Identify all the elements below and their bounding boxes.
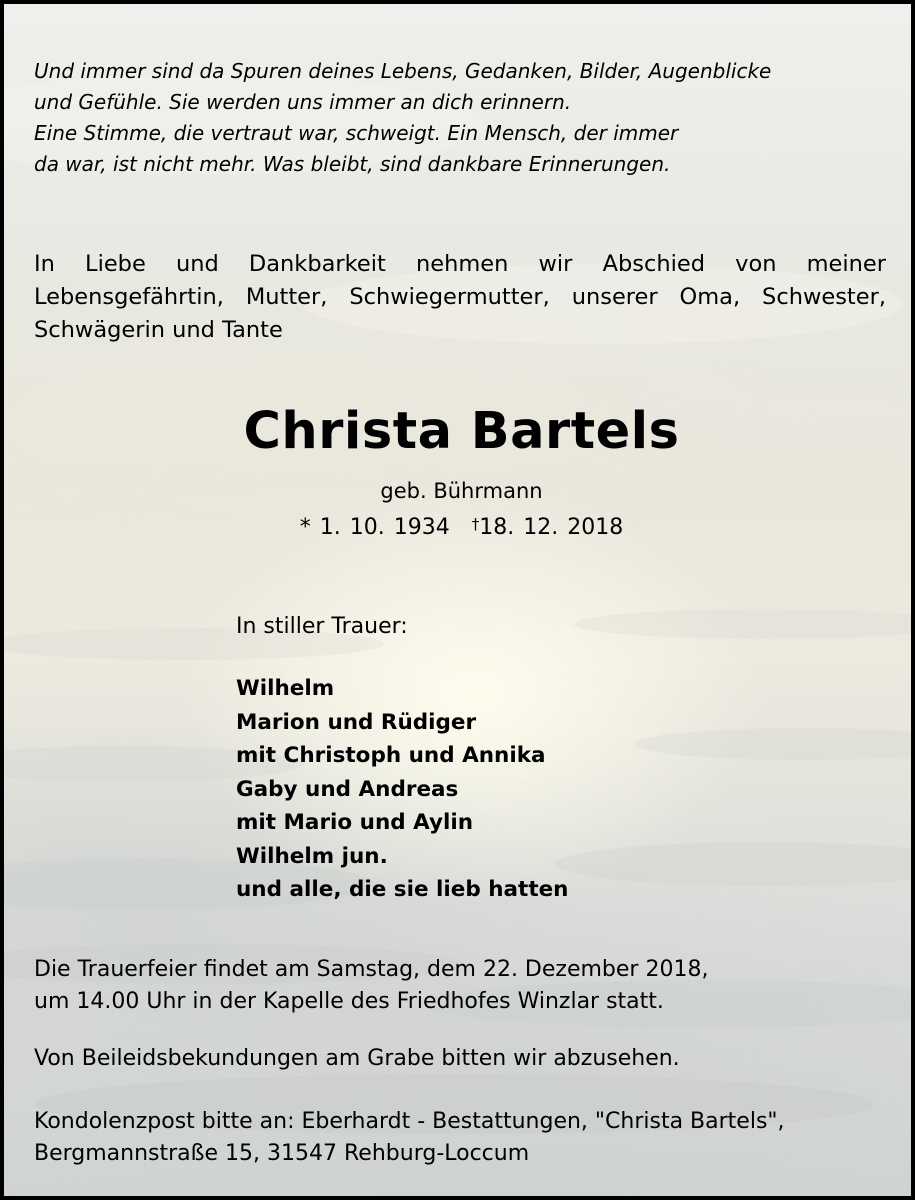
mourners-list	[236, 672, 568, 907]
mourner-name: Wilhelm	[236, 676, 335, 701]
poem-line: Eine Stimme, die vertraut war, schweigt. Ein Mensch, der immer	[34, 121, 679, 145]
farewell-text	[34, 248, 886, 347]
condolence-note: Von Beileidsbekundungen am Grabe bitten wir abzusehen.	[34, 1046, 680, 1071]
mourner-name: mit Mario und Aylin	[236, 810, 474, 835]
mourners-label: In stiller Trauer:	[236, 614, 408, 639]
farewell-line: Schwägerin und Tante	[34, 317, 283, 343]
ceremony-line: um 14.00 Uhr in der Kapelle des Friedhofes Winzlar statt.	[34, 989, 664, 1014]
poem-line: da war, ist nicht mehr. Was bleibt, sind dankbare Erinnerungen.	[34, 152, 671, 176]
ceremony-info	[34, 954, 708, 1018]
address-line: Bergmannstraße 15, 31547 Rehburg-Loccum	[34, 1141, 530, 1166]
death-date: 18. 12. 2018	[479, 515, 624, 540]
poem-line: Und immer sind da Spuren deines Lebens, Gedanken, Bilder, Augenblicke	[34, 59, 772, 83]
mourner-name: Gaby und Andreas	[236, 776, 459, 802]
mourner-name: Wilhelm jun.	[236, 843, 388, 869]
farewell-line: In Liebe und Dankbarkeit nehmen wir Abschied von meiner	[34, 251, 886, 277]
ceremony-line: Die Trauerfeier findet am Samstag, dem 22. Dezember 2018,	[34, 957, 709, 982]
cross-icon: †	[471, 515, 480, 533]
poem	[34, 56, 771, 180]
mourner-name: Marion und Rüdiger	[236, 709, 477, 735]
deceased-name: Christa Bartels	[243, 402, 680, 461]
poem-line: und Gefühle. Sie werden uns immer an dich erinnern.	[34, 90, 572, 114]
birth-date: * 1. 10. 1934	[299, 515, 450, 540]
farewell-line: Lebensgefährtin, Mutter, Schwiegermutter, unserer Oma, Schwester,	[34, 284, 886, 310]
mourner-name: mit Christoph und Annika	[236, 743, 546, 768]
maiden-name: geb. Bührmann	[380, 479, 543, 503]
address-line: Kondolenzpost bitte an: Eberhardt - Bestattungen, "Christa Bartels",	[34, 1109, 785, 1134]
condolence-address	[34, 1106, 785, 1170]
mourner-name: und alle, die sie lieb hatten	[236, 877, 569, 902]
life-dates	[4, 515, 915, 540]
